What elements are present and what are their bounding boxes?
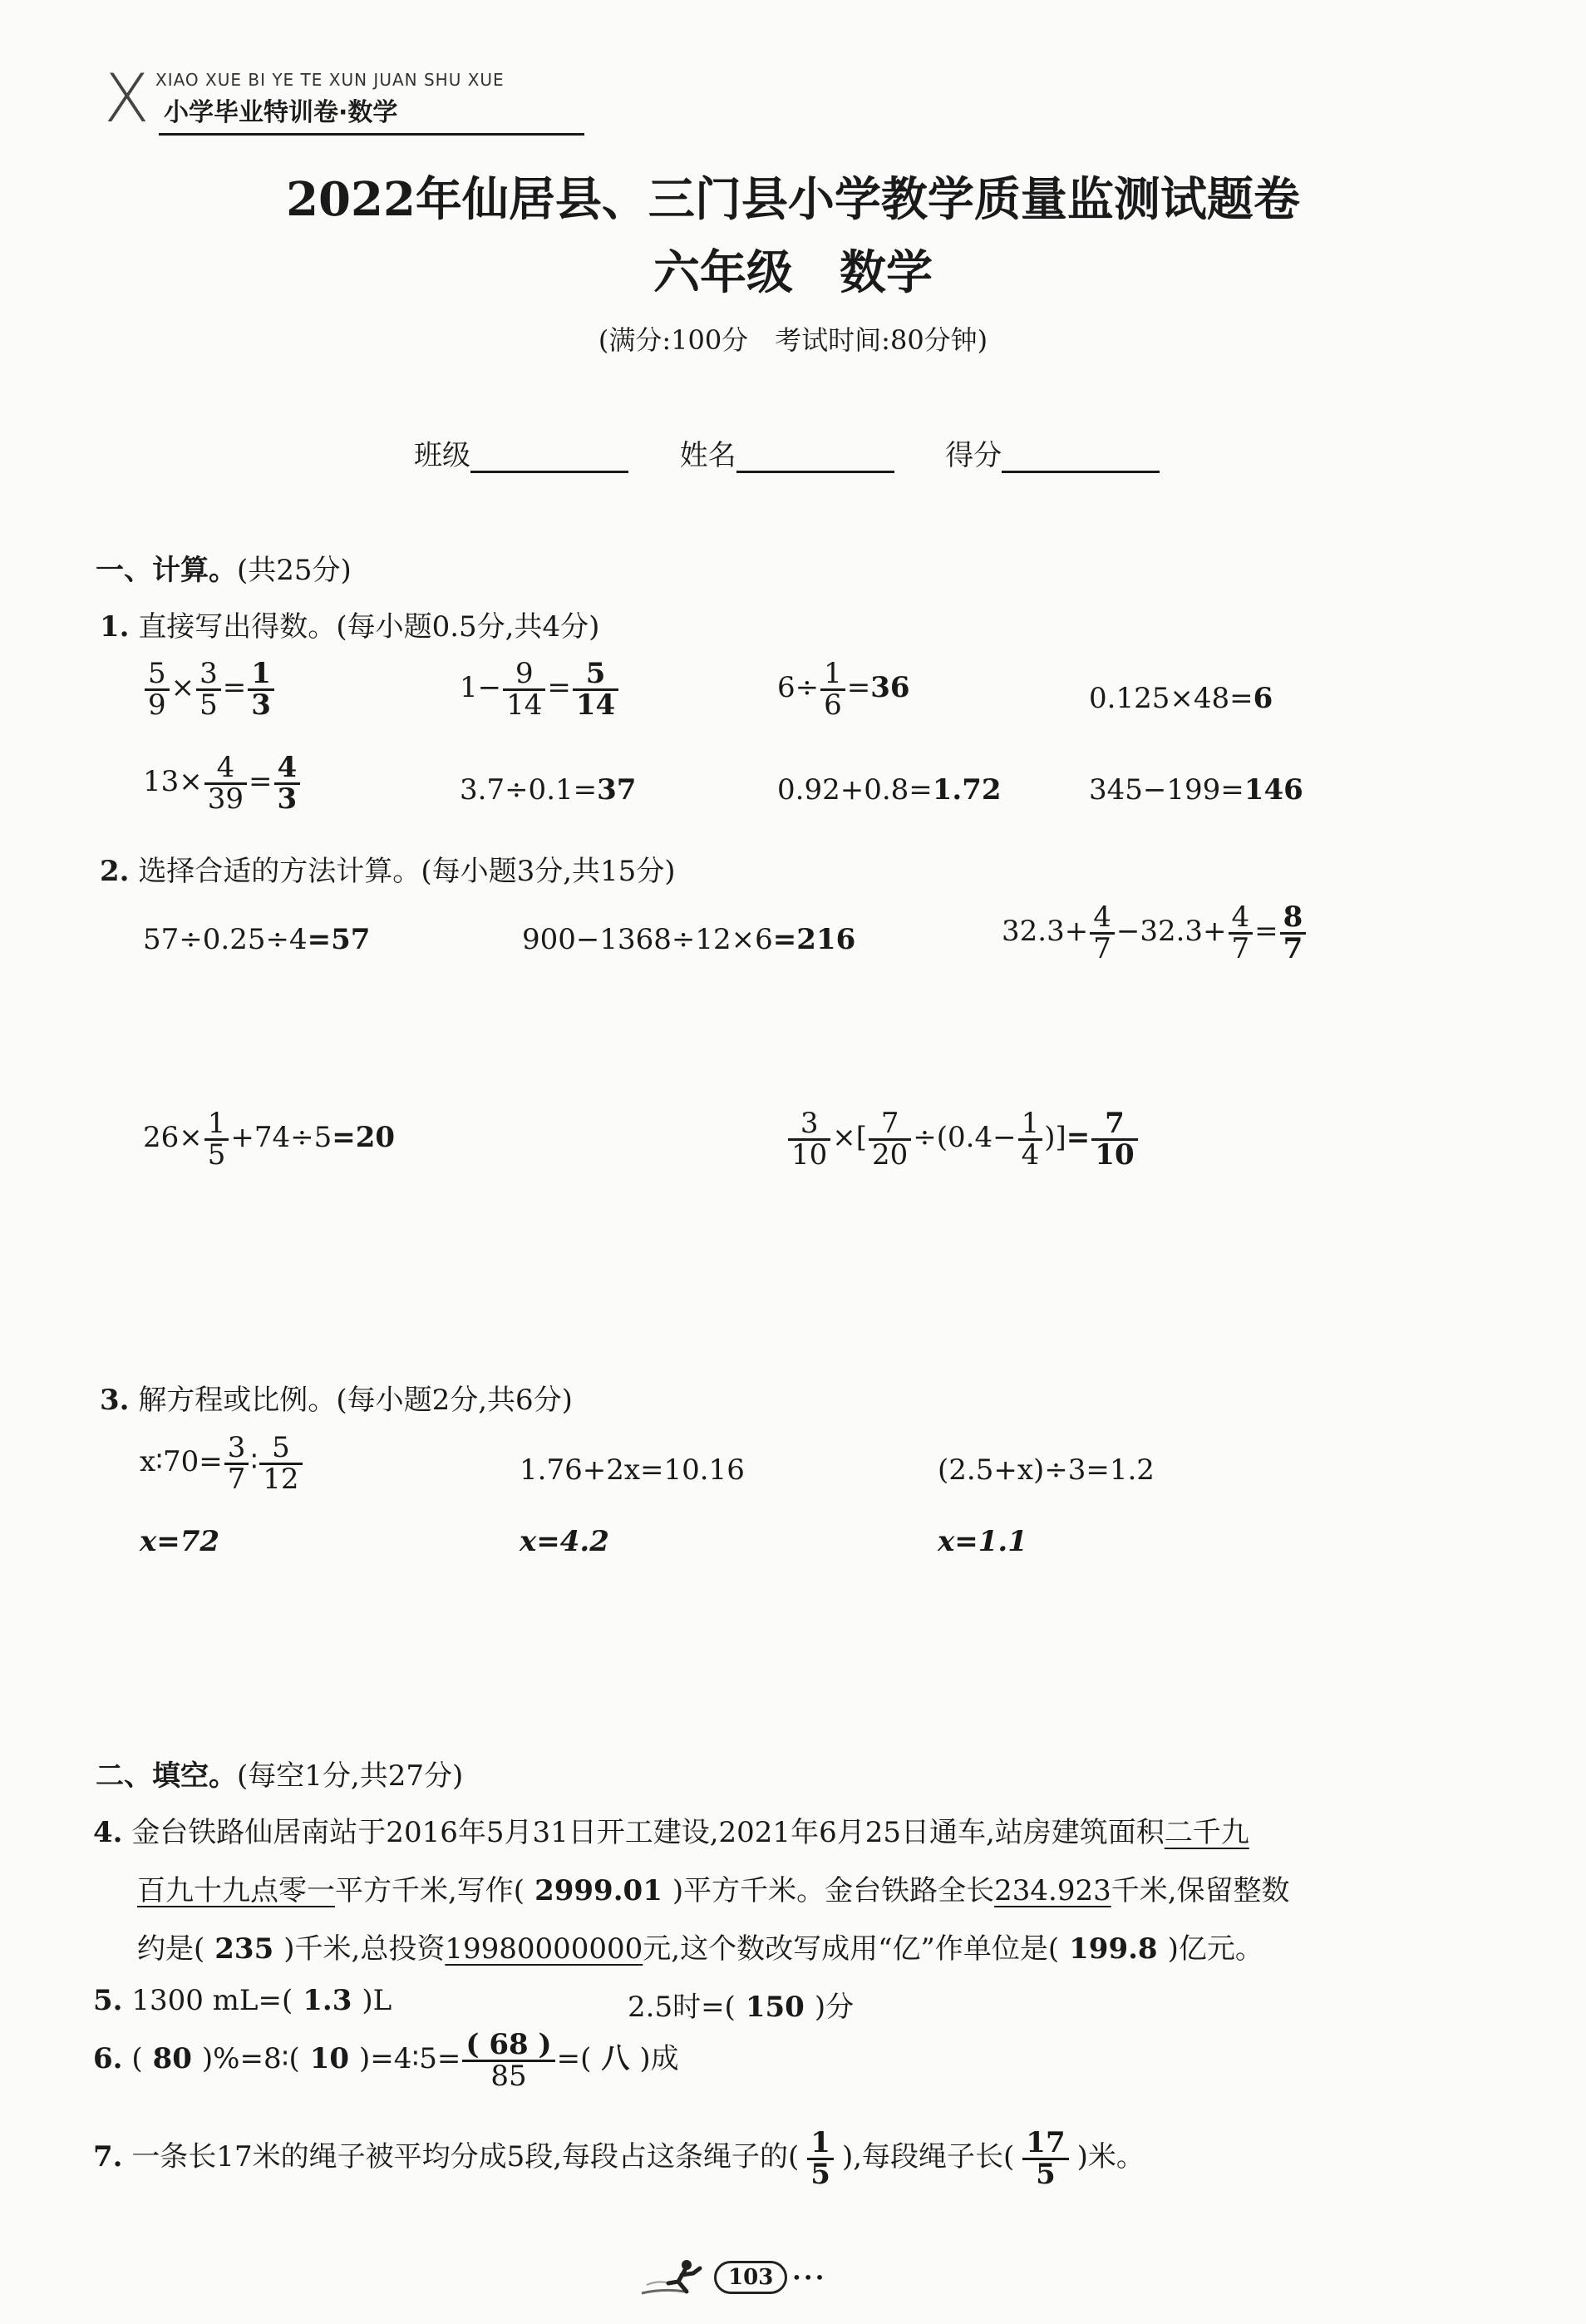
q7-frac2-n: 17 — [1022, 2129, 1068, 2160]
q6-p5: )成 — [639, 2042, 679, 2076]
q6-p4: =( — [556, 2042, 592, 2076]
q4-l3-underlined: 19980000000 — [445, 1932, 643, 1966]
q1b-pre: 1− — [460, 671, 502, 705]
exam-subtitle: 六年级 数学 — [653, 245, 933, 300]
q2d-pre: 26× — [143, 1121, 203, 1155]
q2-item-d — [143, 1107, 396, 1172]
q7-number: 7. — [93, 2140, 123, 2174]
q7-text-a: 一条长17米的绳子被平均分成5段,每段占这条绳子的( — [131, 2140, 800, 2174]
q1h-ans: 146 — [1244, 773, 1303, 807]
q2d-post: +74÷5 — [230, 1121, 332, 1155]
q1e-ans-d: 3 — [277, 782, 298, 816]
q4-line2 — [137, 1868, 1290, 1908]
q2d-n1: 1 — [204, 1109, 229, 1141]
section2-points: (每空1分,共27分) — [237, 1759, 464, 1793]
q2e-n2: 7 — [869, 1109, 911, 1141]
score-label: 得分 — [945, 439, 1002, 472]
q3c-expr: (2.5+x)÷3=1.2 — [938, 1453, 1155, 1487]
q6-p3: )=4∶5= — [359, 2042, 461, 2076]
q2e-n3: 1 — [1018, 1109, 1043, 1141]
q4-l3-text-b: )千米,总投资 — [283, 1932, 446, 1966]
q5b-pre: 2.5时=( — [628, 1991, 736, 2024]
q4-line3 — [137, 1926, 1263, 1966]
q6-frac-numerator: ( 68 ) — [462, 2030, 554, 2062]
q2b-ans: =216 — [772, 923, 856, 956]
q1a-n2: 3 — [196, 659, 221, 691]
q2-number: 2. — [100, 855, 130, 888]
q4-l3-text-c: 元,这个数改写成用“亿”作单位是( — [643, 1932, 1060, 1966]
q2e-op2: ÷(0.4− — [913, 1121, 1017, 1155]
q3b-expr: 1.76+2x=10.16 — [520, 1453, 745, 1487]
q1c-ans: 36 — [870, 671, 910, 705]
q2c-d1: 7 — [1093, 931, 1111, 965]
exam-title: 2022年仙居县、三门县小学教学质量监测试题卷 — [286, 172, 1300, 227]
q2c-ans-n: 8 — [1280, 903, 1307, 935]
q4-l1-underlined: 二千九 — [1164, 1816, 1249, 1849]
q4-l3-text-d: )亿元。 — [1167, 1932, 1263, 1966]
q5-item-b — [628, 1984, 854, 2025]
q3-item-a — [140, 1431, 304, 1496]
q1c-pre: 6÷ — [777, 671, 820, 705]
q2e-ans-d: 10 — [1095, 1137, 1135, 1172]
q2-item-c — [1002, 900, 1308, 965]
q4-l3-answer-1: 235 — [214, 1932, 274, 1966]
q1-item-f — [460, 773, 636, 807]
q3a-n2: 5 — [259, 1433, 302, 1465]
q2e-d2: 20 — [872, 1137, 909, 1172]
q1-item-h — [1089, 773, 1303, 807]
q4-l1-text: 金台铁路仙居南站于2016年5月31日开工建设,2021年6月25日通车,站房建筑面积 — [131, 1816, 1165, 1849]
q6-answer-3: 八 — [601, 2042, 630, 2076]
section2-title: 二、填空。 — [96, 1759, 237, 1793]
q6-p1: ( — [131, 2042, 143, 2076]
student-fields — [414, 432, 1160, 473]
q2-text: 选择合适的方法计算。 — [138, 855, 421, 888]
q1b-ans-d: 14 — [575, 688, 616, 722]
q4-l2-text-b: )平方千米。金台铁路全长 — [672, 1874, 995, 1907]
q1-points: (每小题0.5分,共4分) — [336, 610, 600, 644]
class-field[interactable] — [470, 442, 628, 473]
page-footer — [638, 2255, 826, 2300]
q1b-ans-n: 5 — [573, 659, 618, 691]
q1a-n1: 5 — [145, 659, 170, 691]
q3c-answer: x=1.1 — [938, 1525, 1027, 1558]
q3-number: 3. — [100, 1384, 130, 1417]
q1-heading — [100, 604, 599, 644]
name-label: 姓名 — [679, 439, 736, 472]
section1-points: (共25分) — [237, 554, 352, 587]
q1b-eq: = — [547, 671, 571, 705]
q3-item-b — [520, 1453, 745, 1487]
series-title: 小学毕业特训卷·数学 — [164, 98, 398, 127]
q2a-ans: =57 — [307, 923, 371, 956]
q4-l2-text-c: 千米,保留整数 — [1111, 1874, 1290, 1907]
q1-item-b — [460, 657, 620, 722]
exam-info: (满分:100分 考试时间:80分钟) — [598, 324, 988, 356]
q2-item-e — [786, 1107, 1140, 1172]
q7-frac1-d: 5 — [810, 2157, 830, 2191]
q1b-d1: 14 — [506, 688, 543, 722]
q5a-pre: 1300 mL=( — [131, 1984, 293, 2017]
q2-item-b — [522, 923, 855, 956]
q2c-eq: = — [1254, 915, 1278, 949]
q7-frac1-n: 1 — [807, 2129, 834, 2160]
q4-l2-text-a: 平方千米,写作( — [335, 1874, 525, 1907]
q2e-d3: 4 — [1021, 1137, 1040, 1172]
q1d-ans: 6 — [1253, 682, 1273, 715]
q6-frac-denominator: 85 — [490, 2059, 527, 2093]
q2c-ans-d: 7 — [1283, 931, 1303, 965]
q4-l2-underlined: 百九十九点零一 — [137, 1874, 335, 1907]
q5-number: 5. — [93, 1984, 123, 2017]
q1e-d1: 39 — [207, 782, 244, 816]
q2-item-a — [143, 923, 370, 956]
q1a-ans-d: 3 — [251, 688, 271, 722]
page-number: 103 — [714, 2261, 787, 2294]
series-pinyin: XIAO XUE BI YE TE XUN JUAN SHU XUE — [155, 70, 505, 90]
q1d-expr: 0.125×48= — [1089, 682, 1254, 715]
q1-item-c — [777, 657, 910, 722]
q4-number: 4. — [93, 1816, 123, 1849]
q7-frac2-d: 5 — [1036, 2157, 1056, 2191]
q2-points: (每小题3分,共15分) — [421, 855, 676, 888]
page-dots: ••• — [791, 2267, 826, 2287]
section1-heading — [96, 547, 352, 588]
q1g-ans: 1.72 — [932, 773, 1002, 807]
q3-text: 解方程或比例。 — [138, 1384, 337, 1417]
q1h-expr: 345−199= — [1089, 773, 1244, 807]
q2e-op1: ×[ — [832, 1121, 868, 1155]
name-field[interactable] — [736, 442, 894, 473]
q1e-ans-n: 4 — [274, 753, 301, 785]
q1a-d2: 5 — [199, 688, 218, 722]
q1-number: 1. — [100, 610, 130, 644]
q1b-n1: 9 — [503, 659, 545, 691]
q1g-expr: 0.92+0.8= — [777, 773, 933, 807]
q2e-close: )] — [1044, 1121, 1066, 1155]
q7-text-c: )米。 — [1076, 2140, 1145, 2174]
q7-line — [93, 2126, 1145, 2191]
q3a-colon: ∶ — [250, 1445, 259, 1479]
q4-line1 — [93, 1809, 1249, 1850]
q2d-ans: =20 — [332, 1121, 396, 1155]
q5-item-a — [93, 1984, 392, 2017]
q1a-ans-n: 1 — [248, 659, 274, 691]
q1-item-g — [777, 773, 1002, 807]
q1f-ans: 37 — [597, 773, 637, 807]
q6-p2: )%=8∶( — [201, 2042, 300, 2076]
q1-item-a — [143, 657, 276, 722]
q2c-mid: −32.3+ — [1116, 915, 1227, 949]
q4-l3-text-a: 约是( — [137, 1932, 205, 1966]
q4-l2-answer: 2999.01 — [534, 1874, 662, 1907]
q3-points: (每小题2分,共6分) — [336, 1384, 573, 1417]
q1-item-e — [143, 751, 302, 816]
q5b-post: )分 — [814, 1991, 855, 2024]
q1a-op: × — [170, 671, 195, 705]
q3a-answer: x=72 — [140, 1525, 220, 1558]
q1c-n1: 1 — [820, 659, 845, 691]
q1e-n1: 4 — [204, 753, 247, 785]
q2e-eq: = — [1066, 1121, 1091, 1155]
q5a-answer: 1.3 — [303, 1984, 352, 2017]
q3-item-c — [938, 1453, 1155, 1487]
q1-item-d — [1089, 682, 1273, 715]
series-logo-letter: X — [104, 60, 150, 137]
q4-l3-answer-2: 199.8 — [1069, 1932, 1158, 1966]
q4-l2-underlined-2: 234.923 — [994, 1874, 1111, 1907]
q2d-d1: 5 — [207, 1137, 226, 1172]
q2e-ans-n: 7 — [1091, 1109, 1137, 1141]
q1c-eq: = — [846, 671, 871, 705]
q1e-eq: = — [249, 765, 273, 799]
q2a-expr: 57÷0.25÷4 — [143, 923, 308, 956]
q6-answer-2: 10 — [309, 2042, 350, 2076]
q6-line — [93, 2028, 679, 2093]
q2e-n1: 3 — [788, 1109, 830, 1141]
q3a-pre: x∶70= — [140, 1445, 223, 1479]
q1a-eq: = — [222, 671, 247, 705]
q2c-pre: 32.3+ — [1002, 915, 1089, 949]
q3b-answer: x=4.2 — [520, 1525, 609, 1558]
q1c-d1: 6 — [824, 688, 842, 722]
q3a-d1: 7 — [227, 1462, 246, 1496]
section1-title: 一、计算。 — [96, 554, 237, 587]
q5a-post: )L — [362, 1984, 392, 2017]
q3-heading — [100, 1377, 573, 1418]
q6-number: 6. — [93, 2042, 123, 2076]
score-field[interactable] — [1002, 442, 1160, 473]
q2c-n1: 4 — [1090, 903, 1115, 935]
q1f-expr: 3.7÷0.1= — [460, 773, 598, 807]
class-label: 班级 — [414, 439, 470, 472]
q1-text: 直接写出得数。 — [138, 610, 337, 644]
q2c-n2: 4 — [1229, 903, 1254, 935]
q2e-d1: 10 — [791, 1137, 828, 1172]
runner-icon — [638, 2255, 710, 2300]
q3a-n1: 3 — [224, 1433, 249, 1465]
q6-answer-1: 80 — [152, 2042, 192, 2076]
q5b-answer: 150 — [745, 1991, 805, 2024]
q7-text-b: ),每段绳子长( — [841, 2140, 1015, 2174]
q2-heading — [100, 848, 676, 889]
series-underline — [159, 133, 584, 136]
section2-heading — [96, 1753, 463, 1794]
q2b-expr: 900−1368÷12×6 — [522, 923, 773, 956]
q3a-d2: 12 — [263, 1462, 299, 1496]
q2c-d2: 7 — [1231, 931, 1250, 965]
q1a-d1: 9 — [148, 688, 166, 722]
q1e-pre: 13× — [143, 765, 203, 799]
